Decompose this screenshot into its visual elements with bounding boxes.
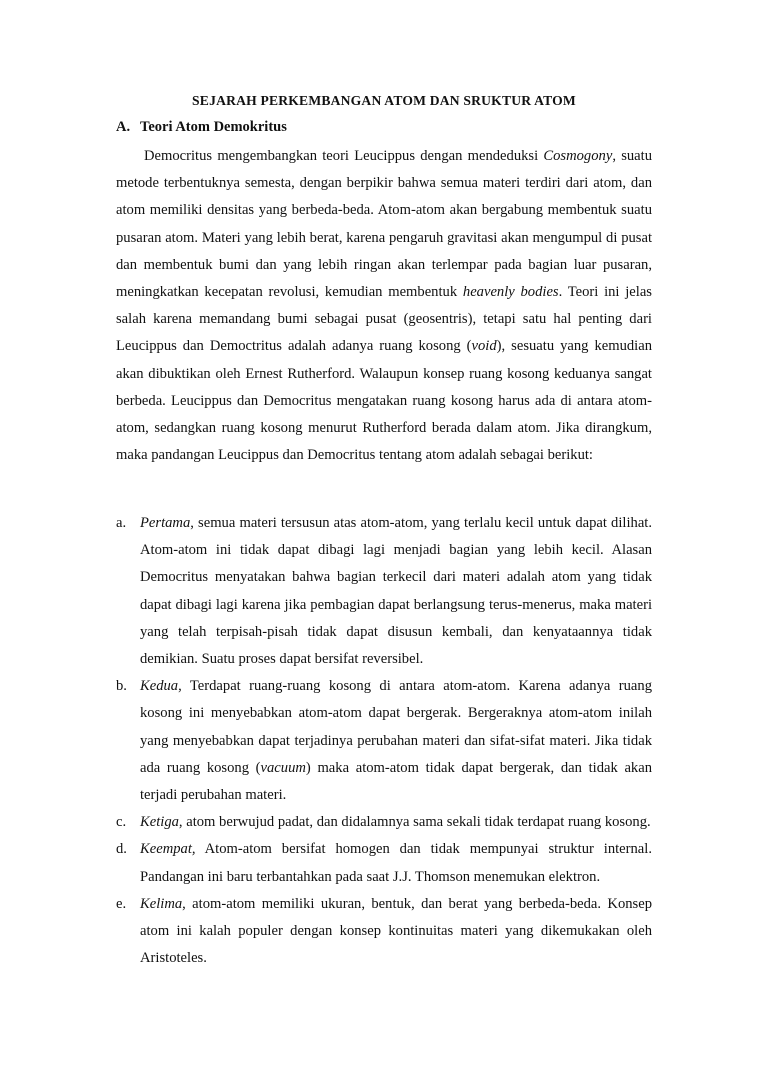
section-letter: A. [116, 119, 131, 135]
list-marker: d. [116, 841, 127, 858]
list-marker: e. [116, 895, 127, 912]
paragraph-italic: void [471, 338, 497, 355]
list-item [116, 836, 652, 890]
views-list [116, 510, 652, 972]
list-item-italic: vacuum [260, 759, 306, 776]
list-marker: a. [116, 515, 127, 531]
paragraph-italic: heavenly bodies [462, 284, 559, 301]
paragraph-text: , suatu metode terbentuknya semesta, dengan berpikir bahwa semua materi terdiri dari atom, dan atom memiliki densitas yang berbeda-beda. Atom-atom akan bergabung membentuk suatu pusaran atom. Materi yang lebih berat, karena pengaruh gravitasi akan mengumpul di pusat dan membentuk bumi dan yang lebih ringan akan terlempar pada bagian luar pusaran, meningkatkan kecepatan revolusi, kemudian membentuk [116, 148, 652, 301]
list-item-text: , Terdapat ruang-ruang kosong di antara atom-atom. Karena adanya ruang kosong ini menyebabkan atom-atom dapat bergerak. Bergeraknya atom-atom inilah yang menyebabkan dapat terjadinya perubahan materi dan sifat-sifat materi. Jika tidak ada ruang kosong ( [140, 678, 652, 776]
page-title: SEJARAH PERKEMBANGAN ATOM DAN SRUKTUR ATOM [192, 93, 576, 108]
list-item [116, 809, 652, 836]
section-heading-text: Teori Atom Demokritus [140, 119, 287, 135]
list-marker: b. [116, 678, 127, 695]
list-marker: c. [116, 814, 127, 831]
list-item-text: ) maka atom-atom tidak dapat bergerak, dan tidak akan terjadi perubahan materi. [140, 759, 652, 804]
list-item-text: , atom-atom memiliki ukuran, bentuk, dan berat yang berbeda-beda. Konsep atom ini kalah populer dengan konsep kontinuitas materi yang dikemukakan oleh Aristoteles. [140, 895, 652, 967]
list-item [116, 891, 652, 973]
list-item [116, 673, 652, 809]
list-item-text: Atom-atom bersifat homogen dan tidak mempunyai struktur internal. Pandangan ini baru terbantahkan pada saat J.J. Thomson menemukan elektron. [140, 841, 652, 885]
list-item-text: , semua materi tersusun atas atom-atom, yang terlalu kecil untuk dapat dilihat. Atom-atom ini tidak dapat dibagi lagi menjadi bagian yang lebih kecil. Alasan Democritus menyatakan bahwa bagian terkecil dari materi adalah atom yang tidak dapat dibagi lagi karena jika pembagian dapat berlangsung terus-menerus, maka materi yang telah terpisah-pisah tidak dapat disusun kembali, dan kenyataannya tidak demikian. Suatu proses dapat bersifat reversibel. [140, 515, 652, 668]
paragraph-text: Democritus mengembangkan teori Leucippus dengan mendeduksi [144, 148, 544, 164]
paragraph-text: ), sesuatu yang kemudian akan dibuktikan oleh Ernest Rutherford. Walaupun konsep ruang kosong keduanya sangat berbeda. Leucippus dan Democritus mengatakan ruang kosong harus ada di antara atom-atom, sedangkan ruang kosong menurut Rutherford berada dalam atom. Jika dirangkum, maka pandangan Leucippus dan Democritus tentang atom adalah sebagai berikut: [116, 338, 652, 464]
list-item-lead: Pertama [140, 515, 191, 531]
list-item-lead: Kedua [140, 678, 179, 695]
list-item-lead: Keempat, [140, 841, 196, 858]
paragraph-text: . Teori ini jelas salah karena memandang bumi sebagai pusat (geosentris), tetapi satu hal penting dari Leucippus dan Democtritus adalah adanya ruang kosong ( [116, 284, 652, 355]
list-item [116, 510, 652, 673]
list-item-text: , atom berwujud padat, dan didalamnya sama sekali tidak terdapat ruang kosong. [178, 814, 651, 831]
paragraph-italic: Cosmogony [543, 148, 613, 164]
section-heading [116, 119, 287, 136]
list-item-lead: Ketiga [140, 814, 179, 831]
intro-paragraph [116, 143, 652, 469]
list-item-lead: Kelima [140, 895, 183, 912]
